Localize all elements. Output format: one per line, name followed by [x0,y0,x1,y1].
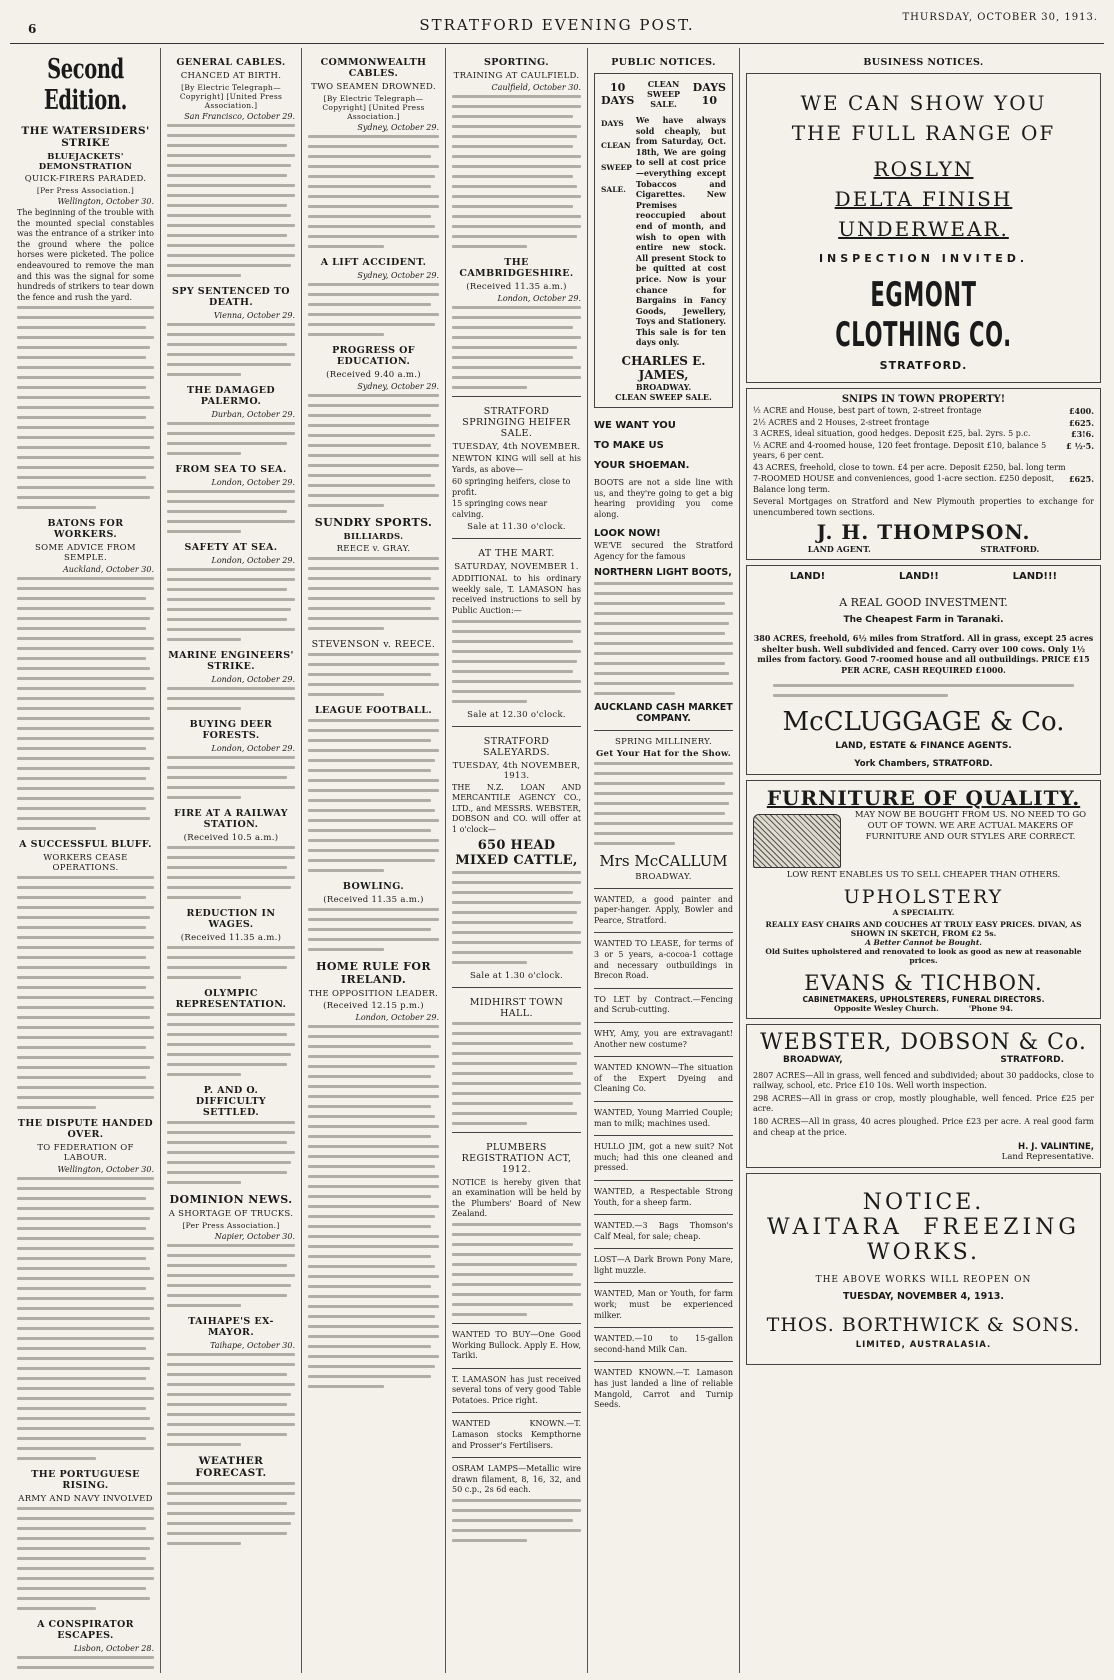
headline: THE DISPUTE HANDED OVER. [17,1118,154,1141]
column-rule [587,48,588,1673]
property-price: £3!6. [1071,429,1094,439]
headline: WEATHER FORECAST. [195,1455,267,1479]
divider [452,1368,581,1369]
divider [594,1361,733,1362]
classified-ad: HULLO JIM, got a new suit? Not much; had this one cleaned and pressed. [594,1142,733,1173]
received-time: (Received 9.40 a.m.) [326,370,421,380]
subheadline: ARMY AND NAVY INVOLVED [18,1494,153,1505]
agent-role: LAND AGENT. [807,544,871,555]
column-1 [12,48,159,1673]
masthead [10,8,1104,44]
waitara-word: WAITARA [767,1215,903,1241]
evans-tichbon-address: Opposite Wesley Church. [833,1003,939,1013]
divider [594,1214,733,1215]
section-heading: SPORTING. [484,57,549,68]
sale-notice: ADDITIONAL to his ordinary weekly sale, T. LAMASON has received instructions to sell by Public Auction:— [452,574,581,615]
headline: THE PORTUGUESE RISING. [31,1469,140,1492]
illegible-text [167,490,295,533]
property-listing [753,441,1094,462]
evans-tichbon-phone: 'Phone 94. [968,1003,1014,1013]
dateline: Sydney, October 29. [357,271,439,280]
investment-heading: A REAL GOOD INVESTMENT. [839,596,1008,610]
advertiser-address: BROADWAY. [635,382,692,393]
headline: A LIFT ACCIDENT. [320,257,427,268]
sweep-days-left: 10 DAYS [601,81,635,107]
egmont-clothing-logo: EGMONT CLOTHING CO. [835,275,1012,355]
section-heading: GENERAL CABLES. [176,57,286,68]
wire-credit: [Per Press Association.] [36,186,135,195]
classified-ad: WANTED TO LEASE, for terms of 3 or 5 years, a-cocoa-1 cottage and necessary outbuildings in Brecon Road. [594,939,733,981]
wd-town: STRATFORD. [1000,1054,1064,1065]
headline: OLYMPIC REPRESENTATION. [175,988,287,1010]
column-3 [303,48,444,1673]
section-heading: PUBLIC NOTICES. [611,57,716,68]
divider [452,726,581,727]
upholstery-speciality: A SPECIALITY. [892,907,955,917]
column-rule [160,48,161,1673]
dateline: Taihape, October 30. [210,1341,295,1350]
notice-body: NOTICE is hereby given that an examination will be held by the Plumbers' Board of New Zealand. [452,1177,581,1219]
mccluggage-address: York Chambers, STRATFORD. [854,758,993,769]
illegible-text [452,620,581,703]
headline: SAFETY AT SEA. [184,542,278,553]
illegible-text [17,1507,154,1610]
classified-ad: TO LET by Contract.—Fencing and Scrub-cutting. [594,994,733,1015]
illegible-text [452,1499,581,1542]
subheadline: CHANCED AT BIRTH. [180,71,282,81]
divider [452,396,581,397]
column-rule [739,48,740,1673]
property-listing [753,429,1094,440]
illegible-text [167,323,295,376]
sale-line: 15 springing cows near calving. [452,499,548,519]
headline: STEVENSON v. REECE. [311,639,436,650]
advertiser-name: CHARLES E. JAMES, [621,354,706,383]
divider [594,1180,733,1181]
illegible-text [308,557,439,630]
upholstery-tagline: A Better Cannot be Bought. [865,937,982,947]
farm-listings [753,1071,1094,1139]
classified-ad: WANTED, a Respectable Strong Youth, for a sheep farm. [594,1186,733,1207]
illegible-text [452,95,581,248]
section-heading: COMMONWEALTH CABLES. [320,57,427,79]
issue-date: THURSDAY, OCTOBER 30, 1913. [902,12,1098,23]
sale-heading: STRATFORD SALEYARDS. [483,735,550,758]
divider [452,1457,581,1458]
sale-time: Sale at 1.30 o'clock. [469,970,564,981]
sweep-body: We have always sold cheaply, but from Saturday, Oct. 18th, We are going to sell at cost price—everything except Tobaccos and Cigarettes. New Premises reoccupied about end of month, and wish to open with entire new stock. All present Stock to be quitted at cost price. Now is your chance for Bargains in Fancy Goods, Jewellery, Toys and Stationery. This sale is for ten days only. [635,115,726,348]
inspection-invited: INSPECTION INVITED. [818,252,1029,265]
sale-time: Sale at 11.30 o'clock. [467,522,566,533]
works-word: WORKS. [867,1240,980,1266]
sale-line: 60 springing heifers, close to profit. [452,477,571,497]
wd-signatory-role: Land Representative. [1001,1152,1094,1163]
land-1: LAND! [789,571,826,583]
snips-heading: SNIPS IN TOWN PROPERTY! [841,394,1006,405]
received-time: (Received 11.35 a.m.) [323,895,424,905]
headline: FIRE AT A RAILWAY STATION. [174,808,288,830]
sweep-days-right: DAYS 10 [692,81,726,107]
divider [452,987,581,988]
property-listing [753,406,1094,417]
property-listing [753,418,1094,429]
dateline: Sydney, October 29. [357,382,439,391]
millinery-signature: Mrs McCALLUM [599,851,728,870]
headline: THE CAMBRIDGESHIRE. [459,257,574,279]
wd-signatory: H. J. VALINTINE, [1017,1142,1094,1153]
borthwick-sub: LIMITED, AUSTRALASIA. [855,1340,992,1351]
column-5 [589,48,738,1673]
illegible-text [308,908,439,951]
millinery-tagline: Get Your Hat for the Show. [595,748,732,759]
mccluggage-land-ad [746,565,1101,774]
dateline: Auckland, October 30. [63,565,154,575]
farm-listing: 180 ACRES—All in grass, 40 acres ploughed. Price £23 per acre. A real good farm and cheap at the price. [753,1116,1094,1137]
divider [594,988,733,989]
subheadline: REECE v. GRAY. [336,544,411,554]
thompson-name: J. H. THOMPSON. [816,520,1031,545]
divider [594,1327,733,1328]
farm-listing: 298 ACRES—All in grass or crop, mostly ploughable, well fenced. Price £25 per acre. [753,1093,1094,1114]
property-listing [753,463,1094,474]
column-4 [447,48,586,1673]
received-time: (Received 10.5 a.m.) [183,833,279,843]
agent-town: STRATFORD. [980,544,1040,555]
evans-tichbon-ad [746,780,1101,1019]
wire-credit: [By Electric Telegraph—Copyright] [United Press Association.] [179,83,283,110]
headline: P. AND O. DIFFICULTY SETTLED. [195,1085,267,1118]
column-rule [445,48,446,1673]
section-heading: HOME RULE FOR IRELAND. [316,960,431,986]
received-time: (Received 11.35 a.m.) [180,933,282,943]
classified-ad: WANTED, a good painter and paper-hanger. Apply, Bowler and Pearce, Stratford. [594,894,733,925]
dateline: Durban, October 29. [211,410,295,419]
illegible-text [167,1482,295,1545]
sale-notice: THE N.Z. LOAN AND MERCANTILE AGENCY CO., LTD., and MESSRS. WEBSTER, DOBSON and CO. will offer at 1 o'clock— [452,782,581,834]
webster-dobson-name: WEBSTER, DOBSON & Co. [760,1029,1087,1055]
egmont-clothing-ad [746,73,1101,383]
illegible-text [308,283,439,336]
column-6 [741,48,1106,1673]
illegible-text [452,306,581,389]
brand-delta-finish: DELTA FINISH [834,187,1013,211]
property-description: ½ ACRE and House, best part of town, 2-street frontage [753,406,982,415]
headline: A CONSPIRATOR ESCAPES. [37,1619,134,1642]
illegible-text [167,1121,295,1184]
land-3: LAND!!! [1012,571,1058,583]
illegible-text [17,1656,154,1673]
wire-credit: [Per Press Association.] [182,1221,280,1230]
dateline: Wellington, October 30. [57,197,154,206]
classified-ad: WANTED, Young Married Couple; man to milk; machines used. [594,1107,733,1128]
dateline: London, October 29. [211,556,295,565]
dateline: Napier, October 30. [214,1232,295,1241]
dateline: London, October 29. [497,294,581,303]
newspaper-title: STRATFORD EVENING POST. [419,16,695,34]
illegible-text [308,135,439,248]
ad-line: WE CAN SHOW YOU [800,91,1047,115]
dateline: London, October 29. [211,744,295,753]
ad-line: THE FULL RANGE OF [791,121,1056,145]
section-heading: SUNDRY SPORTS. [314,516,433,529]
illegible-text [594,762,733,845]
illegible-text [167,1013,295,1076]
divider [594,1056,733,1057]
illegible-text [167,687,295,710]
received-time: (Received 11.35 a.m.) [466,282,567,292]
mccluggage-name: McCLUGGAGE & Co. [782,706,1065,737]
headline: REDUCTION IN WAGES. [186,908,276,930]
property-description: 43 ACRES, freehold, close to town. £4 per acre. Deposit £250, bal. long term [753,462,1066,472]
sale-time: Sale at 12.30 o'clock. [467,709,566,720]
classified-ad: OSRAM LAMPS—Metallic wire drawn filament, 8, 16, 32, and 50 c.p., 2s 6d each. [452,1464,581,1495]
borthwick-notice-ad [746,1173,1101,1365]
property-description: ½ ACRE and 4-roomed house, 120 feet frontage. Deposit £10, balance 5 years, 6 per cent. [753,440,1047,460]
reopen-date: TUESDAY, NOVEMBER 4, 1913. [842,1291,1005,1303]
sale-notice: NEWTON KING will sell at his Yards, as above— [452,454,581,474]
sweep-side-labels: DAYS CLEAN SWEEP SALE. [601,119,632,194]
millinery-heading: SPRING MILLINERY. [614,736,713,747]
divider [594,1282,733,1283]
second-edition-banner: Second Edition. [43,54,128,116]
investment-tagline: The Cheapest Farm in Taranaki. [843,615,1004,626]
classified-ad: WANTED KNOWN—The situation of the Expert Dyeing and Cleaning Co. [594,1063,733,1094]
illegible-text [167,422,295,455]
subheadline: SOME ADVICE FROM SEMPLE. [35,543,136,564]
low-rent-line: LOW RENT ENABLES US TO SELL CHEAPER THAN OTHERS. [786,869,1061,880]
divider [452,1412,581,1413]
illegible-text [167,124,295,277]
sale-heading: STRATFORD SPRINGING HEIFER SALE. [462,406,571,439]
look-now-body: WE'VE secured the Stratford Agency for the famous [594,541,733,562]
shoe-ad: WE WANT YOU TO MAKE US YOUR SHOEMAN. [594,420,690,472]
sweep-title: CLEAN SWEEP SALE. [615,392,712,403]
dateline: Vienna, October 29. [213,311,295,320]
reopen-notice: THE ABOVE WORKS WILL REOPEN ON [815,1275,1032,1286]
land-2: LAND!! [898,571,939,583]
illegible-text [167,1244,295,1307]
furniture-body: MAY NOW BE BOUGHT FROM US. NO NEED TO GO OUT OF TOWN. WE ARE ACTUAL MAKERS OF FURNITURE AND OUR STYLES ARE CORRECT. [854,809,1087,842]
sweep-title: CLEAN SWEEP SALE. [647,79,680,109]
brand-roslyn: ROSLYN [873,157,974,181]
subheadline: THE OPPOSITION LEADER. [308,989,439,999]
headline: THE DAMAGED PALERMO. [186,385,276,407]
farm-listing: 2807 ACRES—All in grass, well fenced and subdivided; about 30 paddocks, close to railway, school, etc. Price £10 10s. Well worth inspection. [753,1070,1094,1091]
dateline: Lisbon, October 28. [73,1644,154,1654]
dateline: London, October 29. [355,1013,439,1022]
illegible-text [167,756,295,799]
headline: THE WATERSIDERS' STRIKE [21,125,150,149]
thompson-property-ad [746,388,1101,560]
classified-ad: WHY, Amy, you are extravagant! Another new costume? [594,1028,733,1049]
illegible-text [167,846,295,899]
property-price: £625. [1068,474,1094,484]
sale-date: TUESDAY, 4th NOVEMBER, 1913. [452,760,581,781]
upholstery-renovation: Old Suites upholstered and renovated to look as good as new at reasonable prices. [765,946,1082,965]
page-number: 6 [28,22,37,36]
illegible-text [17,1177,154,1460]
headline: TAIHAPE'S EX-MAYOR. [188,1316,274,1338]
divider [452,538,581,539]
classified-ad: WANTED, Man or Youth, for farm work; must be experienced milker. [594,1289,733,1320]
subheadline: TRAINING AT CAULFIELD. [453,71,580,81]
headline: SPY SENTENCED TO DEATH. [172,286,290,308]
farm-description: 380 ACRES, freehold, 6½ miles from Stratford. All in grass, except 25 acres shelter bush. Well subdivided and fenced. Carry over 100 cows. Only 1½ miles from factory. Good 7-roomed house and all outbuildings. PRICE £15 PER ACRE, CASH REQUIRED £1000. [753,633,1094,675]
received-time: (Received 12.15 p.m.) [323,1001,424,1011]
illegible-text [594,582,733,695]
illegible-text [17,306,154,509]
illegible-text [308,719,439,872]
upholstery-heading: UPHOLSTERY [843,885,1004,908]
subheadline: TWO SEAMEN DROWNED. [311,82,436,92]
divider [594,932,733,933]
headline: LEAGUE FOOTBALL. [314,705,433,716]
section-heading: BUSINESS NOTICES. [863,57,984,68]
column-2 [162,48,300,1673]
dateline: London, October 29. [211,675,295,684]
illegible-text [17,577,154,830]
notice-heading: MIDHIRST TOWN HALL. [469,996,564,1019]
headline: FROM SEA TO SEA. [175,464,287,475]
classified-ad: WANTED TO BUY—One Good Working Bullock. Apply E. How, Tariki. [452,1329,581,1361]
subheadline: TO FEDERATION OF LABOUR. [37,1143,134,1164]
cattle-count: 650 HEAD MIXED CATTLE, [455,837,578,868]
dateline: Wellington, October 30. [57,1165,154,1175]
property-description: 7-ROOMED HOUSE and conveniences, good 1-acre section. £250 deposit, Balance long term. [753,474,1055,494]
classified-ad: T. LAMASON has just received several tons of very good Table Potatoes. Price right. [452,1374,581,1405]
divider [594,1135,733,1136]
divider [594,888,733,889]
illegible-text [452,1223,581,1316]
property-listing [753,474,1094,495]
ad-town: STRATFORD. [879,359,968,372]
notice-heading: PLUMBERS REGISTRATION ACT, 1912. [461,1141,572,1175]
evans-tichbon-trade: CABINETMAKERS, UPHOLSTERERS, FUNERAL DIRECTORS. [802,994,1045,1004]
property-price: £625. [1068,417,1094,428]
furniture-heading: FURNITURE OF QUALITY. [766,785,1081,810]
headline: MARINE ENGINEERS' STRIKE. [168,650,294,672]
illegible-text [17,876,154,1109]
subheadline: A SHORTAGE OF TRUCKS. [168,1209,294,1219]
divider [452,1323,581,1324]
classified-ad: WANTED.—3 Bags Thomson's Calf Meal, for sale; cheap. [594,1221,733,1241]
notice-heading: NOTICE. [862,1190,985,1216]
product-underwear: UNDERWEAR. [838,217,1009,241]
webster-dobson-ad [746,1024,1101,1169]
divider [594,730,733,731]
illegible-text [452,1022,581,1125]
evans-tichbon-name: EVANS & TICHBON. [804,970,1043,995]
sale-date: SATURDAY, NOVEMBER 1. [454,562,579,573]
subheadline: BLUEJACKETS' DEMONSTRATION [38,152,133,172]
sale-date: TUESDAY, 4th NOVEMBER. [452,442,581,452]
property-description: 2½ ACRES and 2 Houses, 2-street frontage [753,417,930,427]
millinery-address: BROADWAY. [635,871,692,882]
column-rule [301,48,302,1673]
wd-street: BROADWAY, [783,1054,843,1065]
illegible-text [167,946,295,979]
divider [594,1101,733,1102]
subheadline: QUICK-FIRERS PARADED. [24,174,147,184]
borthwick-name: THOS. BORTHWICK & SONS. [766,1314,1081,1337]
property-price: £400. [1068,406,1094,416]
headline: A SUCCESSFUL BLUFF. [19,839,152,851]
mortgage-note: Several Mortgages on Stratford and New Plymouth properties to exchange for unencumbered town sections. [753,497,1094,517]
illegible-text [167,1353,295,1446]
subheadline: WORKERS CEASE OPERATIONS. [43,853,128,874]
property-description: 3 ACRES, ideal situation, good hedges. Deposit £25, bal. 2yrs. 5 p.c. [753,429,1031,438]
clean-sweep-sale-ad [594,73,733,408]
dateline: Caulfield, October 30. [491,83,581,92]
illegible-text [308,653,439,696]
property-price: £ ½·5. [1066,440,1094,451]
illegible-text [773,684,1074,697]
dateline: Sydney, October 29. [357,123,439,132]
illegible-text [167,568,295,641]
classified-ad: WANTED KNOWN.—T. Lamason stocks Kempthorne and Prosser's Fertilisers. [452,1419,581,1450]
subheadline: BILLIARDS. [343,532,404,542]
illegible-text [452,871,581,964]
article-body: The beginning of the trouble with the mounted special constables was the entrance of a striker into the ground where the police horses were picketed. The police endeavoured to remove the man and this was the signal for some hundreds of strikers to tear down the fence and rush the yard. [17,208,154,302]
headline: BOWLING. [342,881,405,892]
headline: BATONS FOR WORKERS. [47,518,124,541]
classified-ad: LOST—A Dark Brown Pony Mare, light muzzle. [594,1255,733,1275]
northern-light-boots: NORTHERN LIGHT BOOTS, [594,566,732,578]
property-list [753,406,1094,495]
wire-credit: [By Electric Telegraph—Copyright] [United Press Association.] [322,94,425,121]
section-heading: DOMINION NEWS. [169,1193,293,1206]
divan-illustration-icon [753,814,841,868]
look-now: LOOK NOW! [594,528,661,540]
divider [594,1022,733,1023]
mccluggage-trade: LAND, ESTATE & FINANCE AGENTS. [835,740,1012,751]
upholstery-offer: REALLY EASY CHAIRS AND COUCHES AT TRULY EASY PRICES. DIVAN, AS SHOWN IN SKETCH, FROM £2 5s. [765,919,1082,938]
classified-ad: WANTED.—10 to 15-gallon second-hand Milk Can. [594,1334,733,1354]
divider [594,1248,733,1249]
headline: BUYING DEER FORESTS. [189,719,273,741]
sale-heading: AT THE MART. [478,548,555,560]
classified-ad: WANTED KNOWN.—T. Lamason has just landed a line of reliable Mangold, Carrot and Turnip Seeds. [594,1368,733,1410]
headline: PROGRESS OF EDUCATION. [332,345,415,367]
freezing-word: FREEZING [923,1215,1080,1241]
divider [452,1132,581,1133]
shoe-ad-body: BOOTS are not a side line with us, and they're going to get a big hearing providing you come along. [594,478,733,519]
dateline: London, October 29. [211,478,295,487]
dateline: San Francisco, October 29. [184,112,295,121]
auckland-cash-market: AUCKLAND CASH MARKET COMPANY. [594,701,733,724]
illegible-text [308,394,439,507]
illegible-text [308,1025,439,1388]
